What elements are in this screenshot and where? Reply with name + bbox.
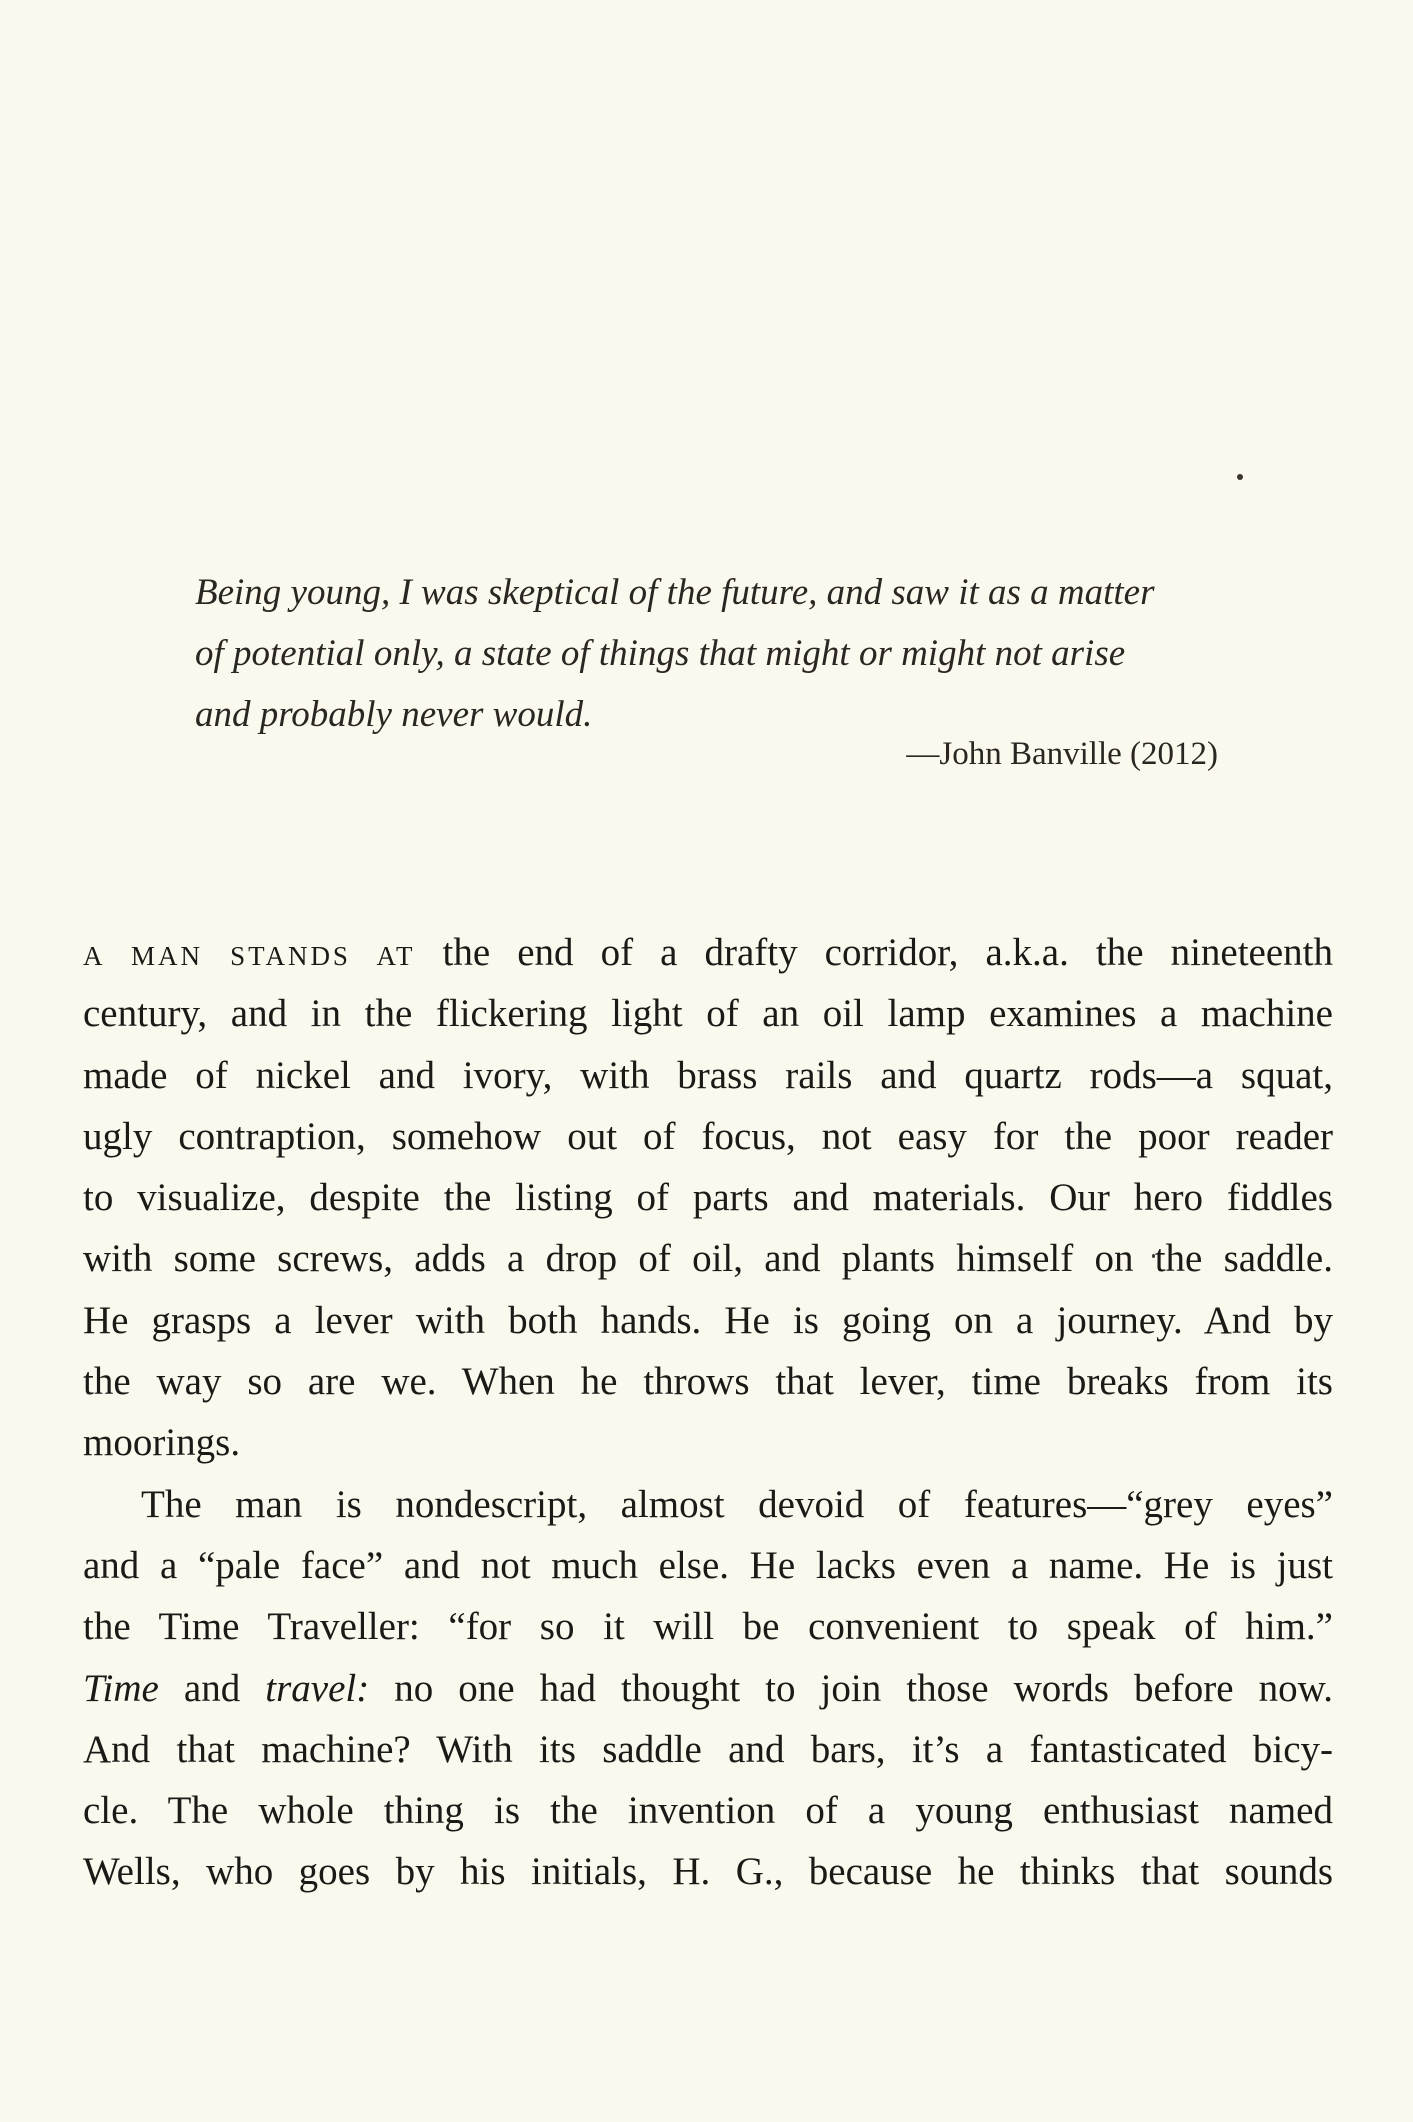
paragraph-line: century, and in the flickering light of an oil lamp examines a machine bbox=[83, 992, 1333, 1036]
epigraph-line: of potential only, a state of things that might or might not arise bbox=[195, 633, 1126, 674]
epigraph bbox=[195, 562, 1225, 745]
epigraph-attribution: —John Banville (2012) bbox=[906, 736, 1218, 772]
paper-speck bbox=[1237, 474, 1243, 480]
paragraph-line: cle. The whole thing is the invention of a young enthusiast named bbox=[83, 1789, 1333, 1833]
epigraph-line: and probably never would. bbox=[195, 694, 593, 735]
paragraph-line: the way so are we. When he throws that lever, time breaks from its bbox=[83, 1360, 1333, 1404]
paragraph-line: made of nickel and ivory, with brass rails and quartz rods—a squat, bbox=[83, 1053, 1333, 1097]
paragraph-line: to visualize, despite the listing of parts and materials. Our hero fiddles bbox=[83, 1176, 1333, 1220]
paragraph-line bbox=[83, 922, 1333, 983]
paragraph-line: with some screws, adds a drop of oil, and plants himself on the saddle. bbox=[83, 1237, 1333, 1281]
paragraph-line: Wells, who goes by his initials, H. G., because he thinks that sounds bbox=[83, 1850, 1333, 1894]
line-text: no one had thought to join those words before now. bbox=[369, 1666, 1333, 1710]
paragraph-line: and a “pale face” and not much else. He lacks even a name. He is just bbox=[83, 1543, 1333, 1587]
paragraph-line: the Time Traveller: “for so it will be convenient to speak of him.” bbox=[83, 1605, 1333, 1649]
paragraph-line: The man is nondescript, almost devoid of features—“grey eyes” bbox=[141, 1482, 1333, 1526]
paragraph-line: ugly contraption, somehow out of focus, not easy for the poor reader bbox=[83, 1114, 1333, 1158]
emphasis-travel: travel: bbox=[265, 1666, 370, 1710]
body-text bbox=[83, 922, 1333, 1903]
epigraph-line: Being young, I was skeptical of the future, and saw it as a matter bbox=[195, 572, 1155, 613]
line-text: the end of a drafty corridor, a.k.a. the nineteenth bbox=[415, 931, 1333, 974]
emphasis-time: Time bbox=[83, 1666, 159, 1710]
line-text: and bbox=[158, 1666, 266, 1710]
paragraph-line: He grasps a lever with both hands. He is going on a journey. And by bbox=[83, 1298, 1333, 1342]
paragraph-line: And that machine? With its saddle and bars, it’s a fantasticated bicy- bbox=[83, 1727, 1333, 1771]
opening-small-caps: A MAN STANDS AT bbox=[83, 941, 416, 971]
paragraph-line: moorings. bbox=[83, 1421, 241, 1465]
paragraph-line bbox=[83, 1658, 1333, 1719]
